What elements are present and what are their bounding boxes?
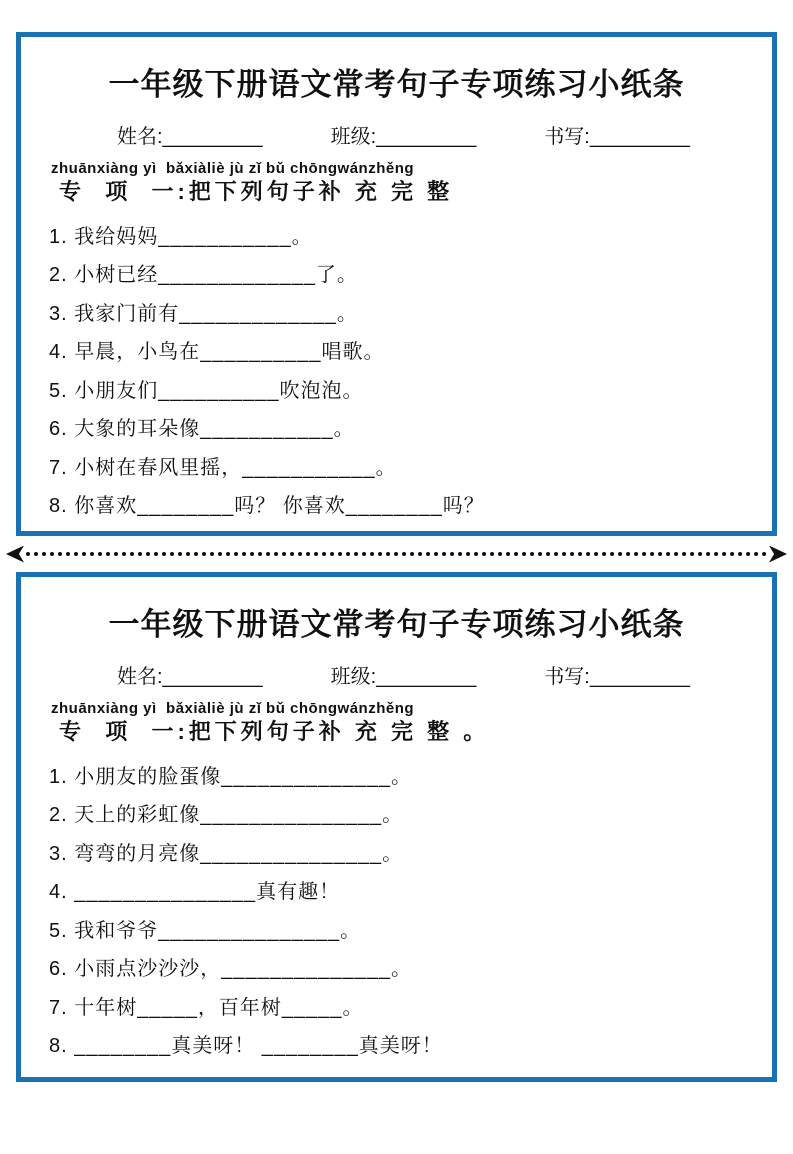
name-field: 姓名:_________ [117,666,263,688]
section-pinyin: zhuānxiàng yì bǎxiàliè jù zǐ bǔ chōngwánzhěng [51,700,415,717]
section-heading [51,161,748,204]
page-title: 一年级下册语文常考句子专项练习小纸条 [108,67,685,102]
exercise-list [49,758,748,1066]
exercise-item-6: 6. 大象的耳朵像___________。 [49,418,355,441]
exercise-item-6: 6. 小雨点沙沙沙，______________。 [49,958,412,981]
exercise-list [49,218,748,526]
exercise-item-4: 4. 早晨，小鸟在__________唱歌。 [49,341,385,364]
section-subtitle: 专 项 一:把下列句子补 充 完 整 [59,178,454,204]
cut-line-dots [26,552,767,556]
exercise-item-3: 3. 弯弯的月亮像_______________。 [49,842,404,865]
exercise-item-4: 4. _______________真有趣！ [49,881,341,904]
exercise-item-7: 7. 十年树_____，百年树_____。 [49,996,364,1019]
cut-line [6,536,787,572]
class-field: 班级:_________ [330,666,477,688]
info-fields-row [117,120,690,149]
exercise-item-8: 8. 你喜欢________吗？ 你喜欢________吗？ [49,495,485,518]
section-pinyin: zhuānxiàng yì bǎxiàliè jù zǐ bǔ chōngwánzhěng [51,160,415,177]
exercise-item-1: 1. 我给妈妈___________。 [49,225,313,248]
page-title: 一年级下册语文常考句子专项练习小纸条 [108,607,685,642]
exercise-item-2: 2. 小树已经_____________了。 [49,264,358,287]
exercise-item-2: 2. 天上的彩虹像_______________。 [49,804,404,827]
exercise-item-1: 1. 小朋友的脸蛋像______________。 [49,765,412,788]
name-field: 姓名:_________ [117,126,263,148]
cut-line-right-arrow-icon [769,546,787,563]
exercise-item-7: 7. 小树在春风里摇，___________。 [49,456,397,479]
worksheet-slip-2 [16,572,777,1082]
worksheet-page [0,32,793,1154]
worksheet-slip-1 [16,32,777,536]
exercise-item-5: 5. 我和爷爷_______________。 [49,919,362,942]
exercise-item-3: 3. 我家门前有_____________。 [49,302,358,325]
exercise-item-8: 8. ________真美呀！ ________真美呀！ [49,1035,443,1058]
handwriting-field: 书写:_________ [544,666,690,688]
handwriting-field: 书写:_________ [544,126,690,148]
info-fields-row [117,660,690,689]
section-heading [51,701,748,744]
class-field: 班级:_________ [330,126,477,148]
section-subtitle: 专 项 一:把下列句子补 充 完 整 。 [59,718,490,744]
cut-line-left-arrow-icon [6,546,24,563]
exercise-item-5: 5. 小朋友们__________吹泡泡。 [49,379,364,402]
